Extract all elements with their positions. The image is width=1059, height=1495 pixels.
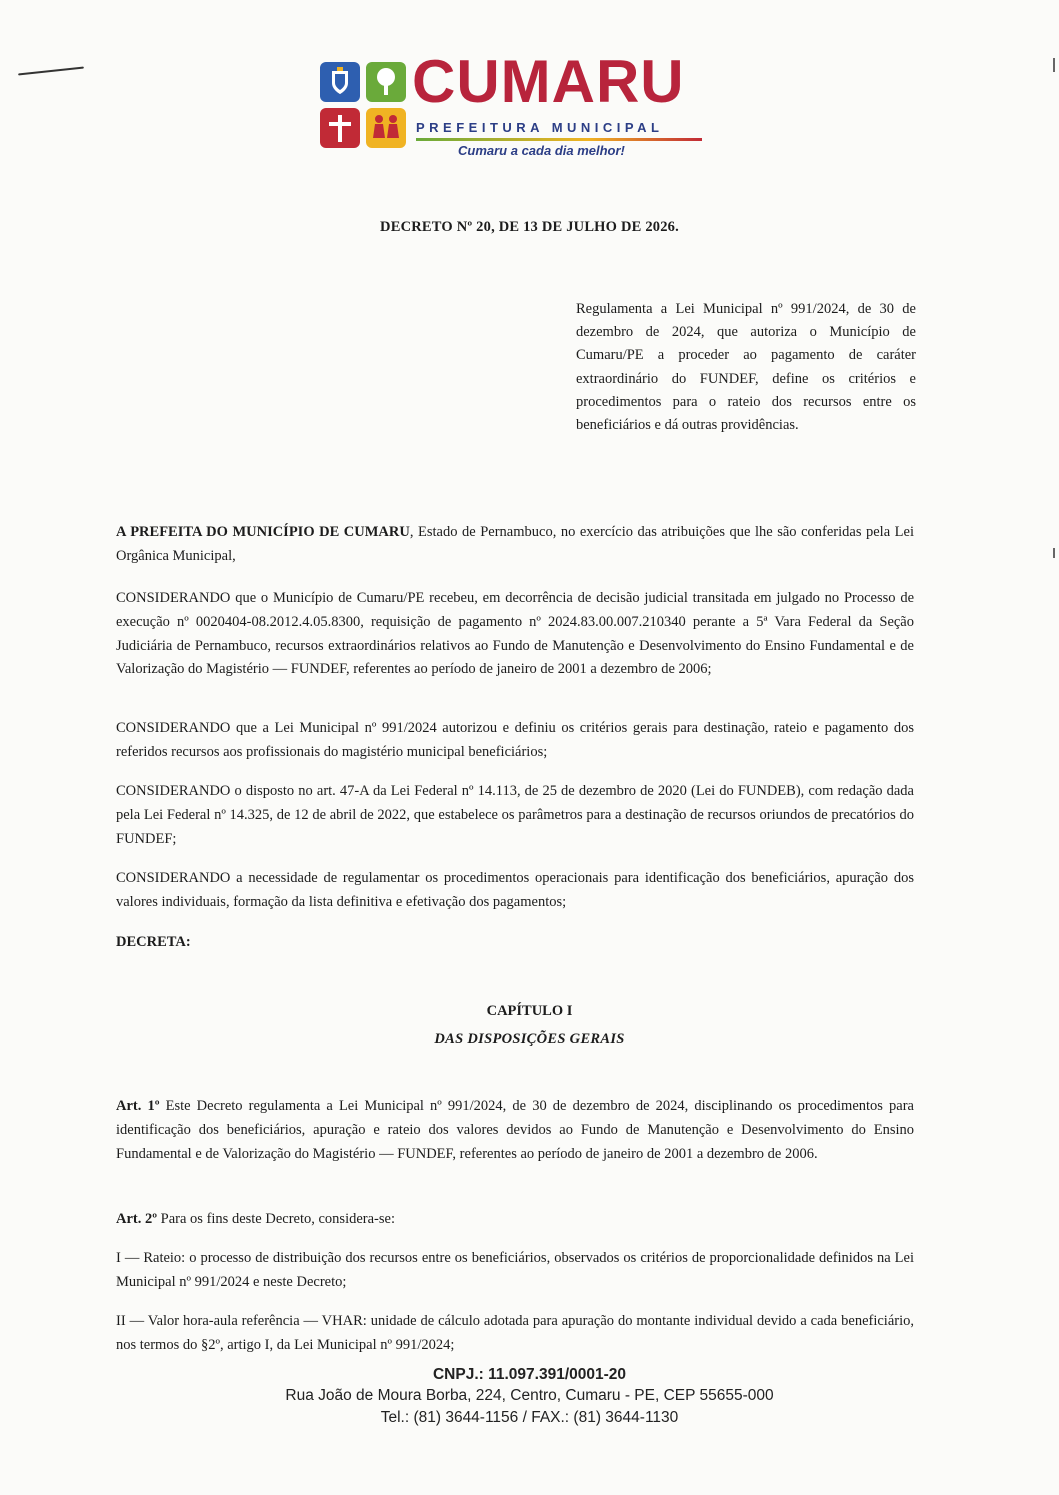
footer-address: Rua João de Moura Borba, 224, Centro, Cumaru - PE, CEP 55655-000 — [285, 1387, 774, 1404]
decree-ementa: Regulamenta a Lei Municipal nº 991/2024, de 30 de dezembro de 2024, que autoriza o Município de Cumaru/PE a proceder ao pagamento de caráter extraordinário do FUNDEF, define os critérios e procedimentos para o rateio dos recursos entre os beneficiários e dá outras providências. — [576, 301, 916, 434]
preamble — [116, 521, 914, 569]
logo-tagline: Cumaru a cada dia melhor! — [458, 143, 625, 158]
preamble-text: , Estado de Pernambuco, no exercício das atribuições que lhe são conferidas pela Lei Orgânica Municipal, — [116, 524, 914, 564]
considerando-1: CONSIDERANDO que o Município de Cumaru/PE recebeu, em decorrência de decisão judicial transitada em julgado no Processo de execução nº 0020404-08.2012.4.05.8300, requisição de pagamento nº 2024.83.00.007.210340 perante a 5ª Vara Federal da Seção Judiciária de Pernambuco, recursos extraordinários relativos ao Fundo de Manutenção e Desenvolvimento do Ensino Fundamental e de Valorização do Magistério — FUNDEF, referentes ao período de janeiro de 2001 a dezembro de 2006; — [116, 590, 914, 678]
decreta-heading: DECRETA: — [116, 934, 191, 950]
cross-icon — [320, 108, 360, 148]
chapter-title: CAPÍTULO I — [486, 1003, 573, 1019]
chapter-subtitle: DAS DISPOSIÇÕES GERAIS — [434, 1031, 625, 1047]
considerando-2: CONSIDERANDO que a Lei Municipal nº 991/2024 autorizou e definiu os critérios gerais para destinação, rateio e pagamento dos referidos recursos aos profissionais do magistério municipal beneficiários; — [116, 720, 914, 760]
children-icon — [366, 108, 406, 148]
footer-cnpj: CNPJ.: 11.097.391/0001-20 — [432, 1366, 627, 1383]
tree-icon — [366, 62, 406, 102]
article-1-text: Este Decreto regulamenta a Lei Municipal nº 991/2024, de 30 de dezembro de 2024, disciplinando os procedimentos para identificação dos beneficiários, apuração e rateio dos valores devidos ao Fundo de Manutenção e Desenvolvimento do Ensino Fundamental e de Valorização do Magistério — FUNDEF, referentes ao período de janeiro de 2001 a dezembro de 2006. — [116, 1098, 914, 1162]
article-2-label: Art. 2º — [116, 1211, 158, 1227]
scan-edge-mark — [1053, 548, 1055, 558]
considerando-3: CONSIDERANDO o disposto no art. 47-A da Lei Federal nº 14.113, de 25 de dezembro de 2020 (Lei do FUNDEB), com redação dada pela Lei Federal nº 14.325, de 12 de abril de 2022, que estabelece os parâmetros para a destinação de recursos oriundos de precatórios do FUNDEF; — [116, 783, 914, 847]
inciso-2: II — Valor hora-aula referência — VHAR: unidade de cálculo adotada para apuração do montante individual devido a cada beneficiário, nos termos do §2º, artigo I, da Lei Municipal nº 991/2024; — [116, 1313, 914, 1353]
article-2-text: Para os fins deste Decreto, considera-se: — [157, 1211, 395, 1227]
footer-phones: Tel.: (81) 3644-1156 / FAX.: (81) 3644-1130 — [380, 1409, 679, 1426]
logo-subtitle: PREFEITURA MUNICIPAL — [416, 120, 664, 135]
coat-of-arms-icon — [320, 62, 360, 102]
logo-divider — [416, 138, 702, 141]
scan-edge-mark — [1053, 58, 1055, 72]
logo-name: CUMARU — [412, 48, 685, 115]
article-1 — [116, 1095, 914, 1166]
preamble-lead: A PREFEITA DO MUNICÍPIO DE CUMARU — [116, 524, 410, 540]
article-2 — [116, 1208, 914, 1232]
municipality-logo — [320, 48, 705, 160]
considerando-4: CONSIDERANDO a necessidade de regulamentar os procedimentos operacionais para identificação dos beneficiários, apuração dos valores individuais, formação da lista definitiva e efetivação dos pagamentos; — [116, 870, 914, 910]
scan-pen-mark — [18, 67, 84, 76]
article-1-label: Art. 1º — [116, 1098, 160, 1114]
inciso-1: I — Rateio: o processo de distribuição dos recursos entre os beneficiários, observados os critérios de proporcionalidade definidos na Lei Municipal nº 991/2024 e neste Decreto; — [116, 1250, 914, 1290]
decree-title: DECRETO Nº 20, DE 13 DE JULHO DE 2026. — [380, 219, 679, 235]
